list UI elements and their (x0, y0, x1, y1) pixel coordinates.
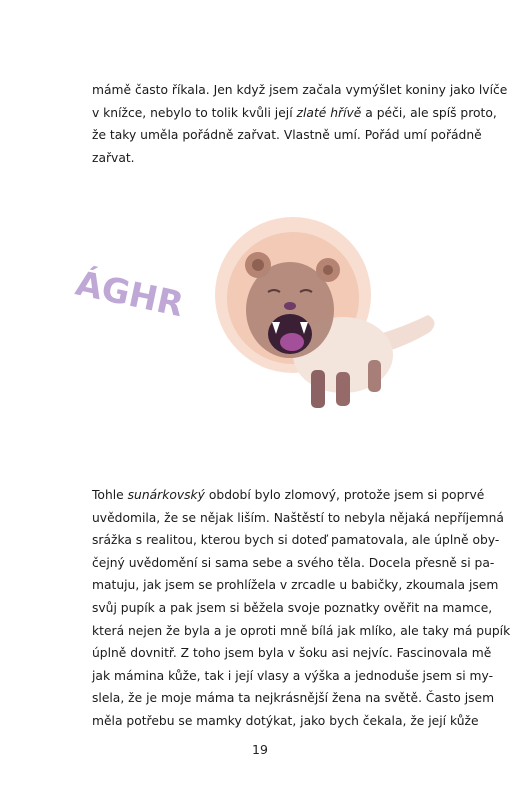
roar-text: ÁGHR (72, 263, 187, 326)
text-line: čejný uvědomění si sama sebe a svého těla. Docela přesně si pa- (92, 555, 495, 570)
text-line: slela, že je moje máma ta nejkrásnější žena na světě. Často jsem (92, 691, 495, 706)
paragraph-main (92, 484, 511, 733)
text-line: Tohle sunárkovský období bylo zlomový, protože jsem si poprvé (92, 488, 485, 502)
text-line: úplně dovnitř. Z toho jsem byla v šoku asi nejvíc. Fascinovala mě (92, 646, 492, 661)
roar-lettering (72, 263, 187, 326)
text-line: měla potřebu se mamky dotýkat, jako bych čekala, že její kůže (92, 713, 479, 728)
text-line: matuju, jak jsem se prohlížela v zrcadle u babičky, zkoumala jsem (92, 578, 499, 593)
text-line: svůj pupík a pak jsem si běžela svoje poznatky ověřit na mamce, (92, 600, 493, 615)
text-line: zařvat. (92, 150, 135, 165)
lion-figure (215, 217, 435, 408)
text-line: uvědomila, že se nějak liším. Naštěstí to nebyla nějaká nepříjemná (92, 510, 504, 525)
text-line: v knížce, nebylo to tolik kvůli její zlaté hřívě a péči, ale spíš proto, (92, 105, 497, 120)
text-line: která nejen že byla a je oproti mně bílá jak mlíko, ale taky má pupík (92, 623, 511, 638)
roaring-lion-illustration (68, 210, 468, 440)
page-number: 19 (252, 742, 268, 757)
italic-phrase: zlaté hřívě (296, 105, 362, 120)
text-line: mámě často říkala. Jen když jsem začala vymýšlet koniny jako lvíče (92, 83, 508, 97)
text-line: že taky uměla pořádně zařvat. Vlastně umí. Pořád umí pořádně (92, 128, 482, 143)
text-line: jak mámina kůže, tak i její vlasy a výška a jednoduše jsem si my- (92, 668, 494, 683)
text-line: srážka s realitou, kterou bych si doteď pamatovala, ale úplně oby- (92, 533, 500, 548)
italic-word: sunárkovský (127, 488, 205, 502)
paragraph-top (92, 79, 508, 169)
